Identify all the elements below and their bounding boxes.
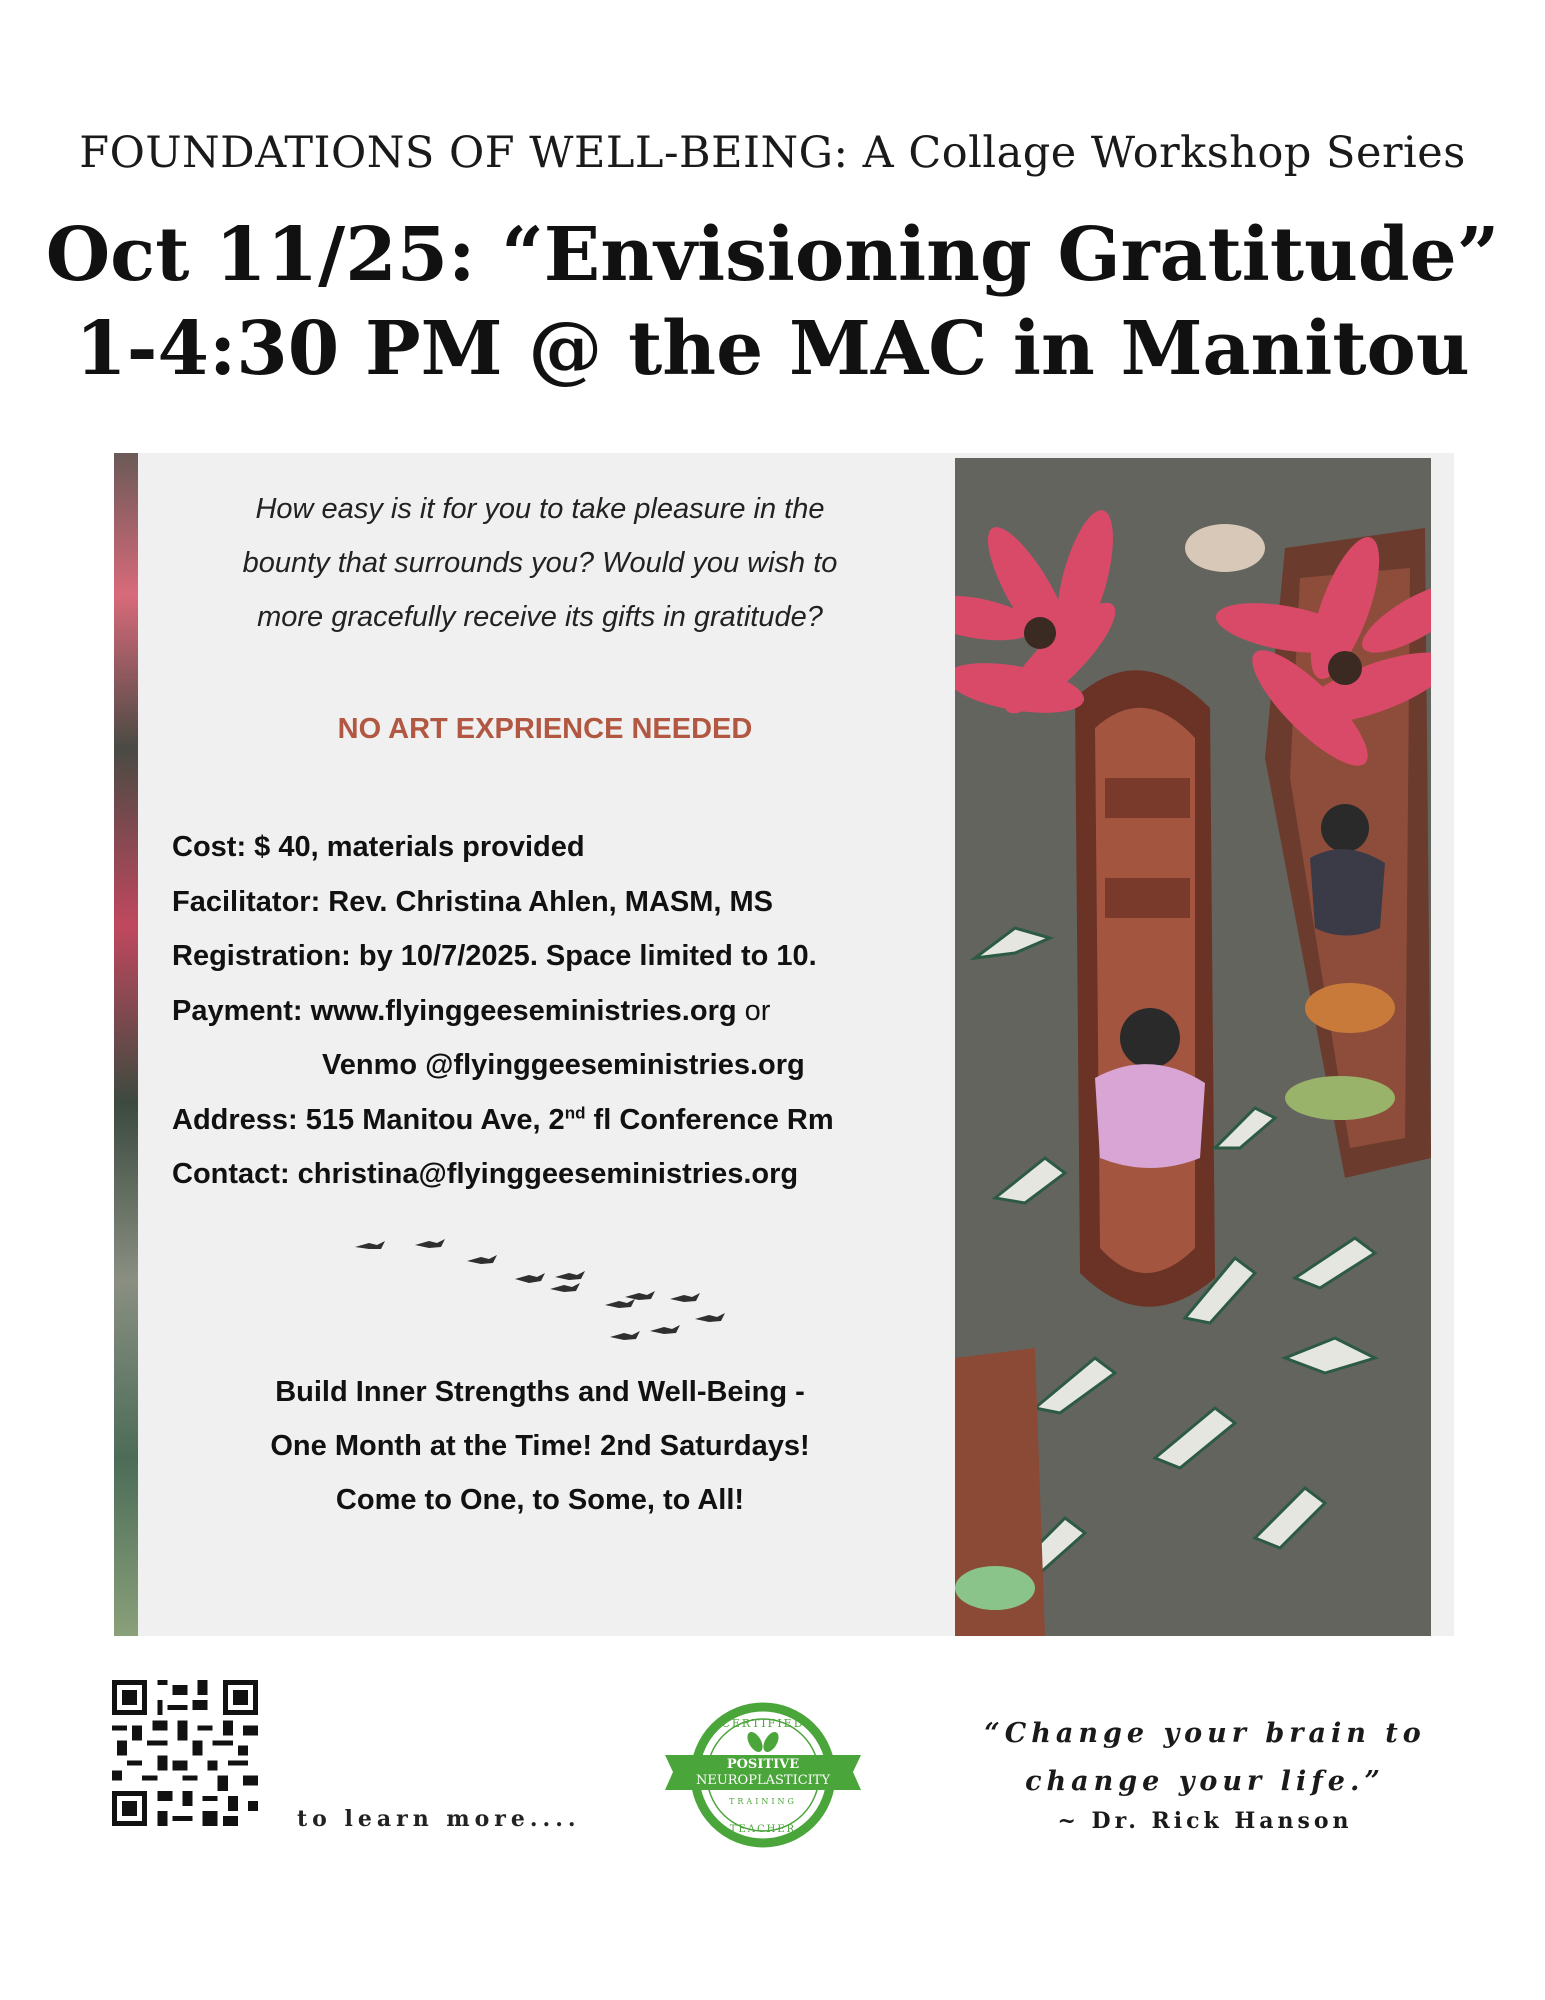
series-slogan [190, 1365, 890, 1527]
badge-top-text: CERTIFIED [721, 1717, 805, 1730]
intro-question [190, 482, 890, 644]
address-ordinal: nd [564, 1102, 586, 1122]
quote-line: change your life.” [1025, 1766, 1385, 1797]
slogan-line: Come to One, to Some, to All! [335, 1484, 745, 1516]
slogan-line: Build Inner Strengths and Well-Being - [275, 1376, 805, 1408]
badge-line1: POSITIVE [726, 1757, 800, 1772]
badge-line3: TRAINING [729, 1797, 797, 1806]
badge-line2: NEUROPLASTICITY [695, 1773, 831, 1788]
quote [970, 1710, 1440, 1806]
event-headline-date-title: Oct 11/25: “Envisioning Gratitude” [45, 212, 1500, 298]
flying-geese-icon [355, 1235, 735, 1355]
learn-more-text: to learn more.... [297, 1806, 581, 1832]
address-text: Address: 515 Manitou Ave, 2 [172, 1103, 565, 1136]
intro-line: more gracefully receive its gifts in gratitude? [257, 601, 823, 633]
intro-line: bounty that surrounds you? Would you wish to [242, 547, 838, 579]
slogan-line: One Month at the Time! 2nd Saturdays! [270, 1430, 810, 1462]
address-line [172, 1093, 952, 1148]
payment-link[interactable]: Payment: www.flyinggeeseministries.org [172, 994, 737, 1027]
facilitator-line: Facilitator: Rev. Christina Ahlen, MASM, MS [172, 885, 774, 918]
event-headline-time-place: 1-4:30 PM @ the MAC in Manitou [75, 306, 1470, 392]
quote-attribution: ~ Dr. Rick Hanson [1057, 1808, 1353, 1834]
collage-image [955, 458, 1431, 1636]
payment-line [172, 984, 952, 1039]
certified-teacher-badge [663, 1700, 863, 1850]
qr-code-icon[interactable] [112, 1680, 258, 1826]
address-rest: fl Conference Rm [585, 1103, 834, 1136]
contact-line[interactable]: Contact: christina@flyinggeeseministries.org [172, 1158, 799, 1190]
intro-line: How easy is it for you to take pleasure in the [255, 493, 825, 525]
no-art-experience-notice: NO ART EXPRIENCE NEEDED [337, 713, 753, 745]
collage-left-strip [114, 453, 138, 1636]
badge-bottom-text: TEACHER [729, 1824, 797, 1835]
payment-or: or [736, 994, 771, 1027]
registration-line: Registration: by 10/7/2025. Space limited to 10. [172, 940, 817, 972]
event-details [172, 820, 952, 1202]
venmo-line: Venmo @flyinggeeseministries.org [322, 1049, 805, 1081]
quote-line: “Change your brain to [984, 1718, 1426, 1749]
series-title: FOUNDATIONS OF WELL-BEING: A Collage Workshop Series [79, 128, 1466, 178]
cost-line: Cost: $ 40, materials provided [172, 831, 585, 863]
